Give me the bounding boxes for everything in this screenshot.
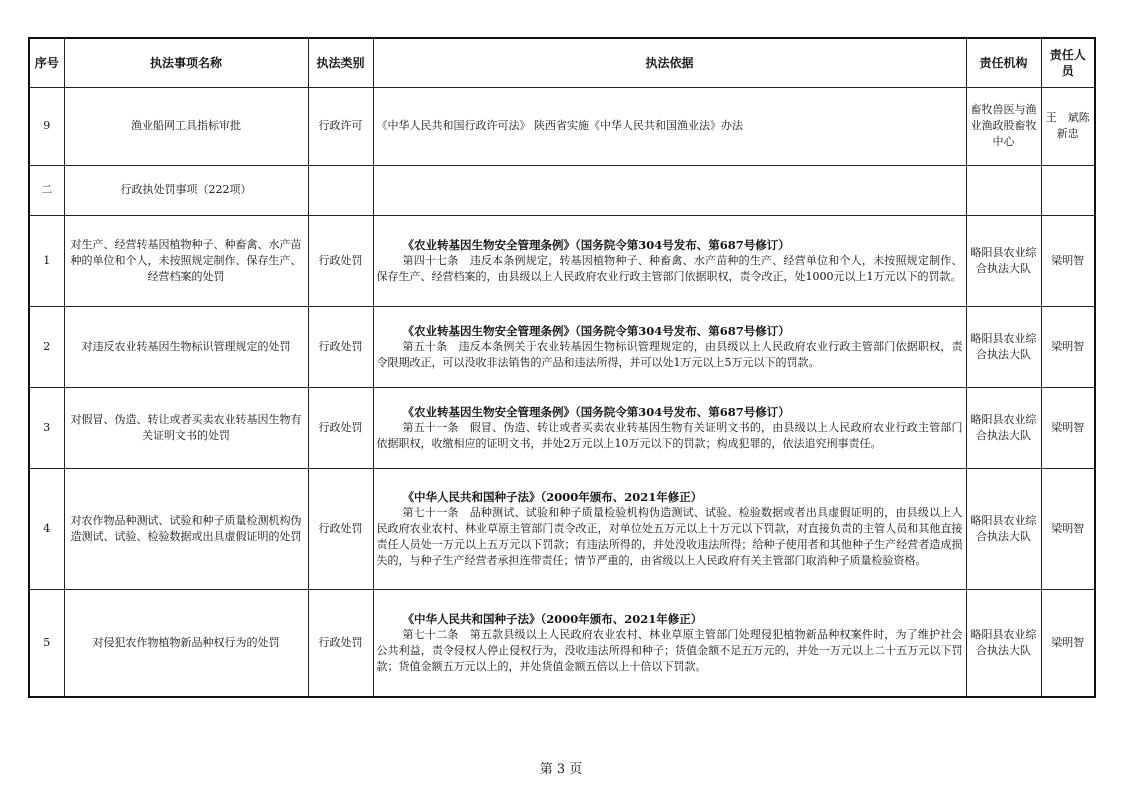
header-seq: 序号	[29, 38, 64, 87]
item-name-cell: 对假冒、伪造、转让或者买卖农业转基因生物有关证明文书的处罚	[64, 387, 308, 468]
basis-cell	[373, 165, 966, 215]
table-row	[29, 306, 1095, 387]
header-person: 责任人员	[1041, 38, 1095, 87]
category-cell: 行政处罚	[308, 387, 373, 468]
item-name-cell: 对违反农业转基因生物标识管理规定的处罚	[64, 306, 308, 387]
law-article: 第五十条 违反本条例关于农业转基因生物标识管理规定的，由县级以上人民政府农业行政主管部门依据职权，责令限期改正，可以没收非法销售的产品和违法所得，并可以处1万元以上5万元以下的罚款。	[376, 339, 963, 369]
seq-cell: 3	[29, 387, 64, 468]
basis-cell	[373, 589, 966, 697]
person-cell: 梁明智	[1041, 306, 1095, 387]
person-cell: 梁明智	[1041, 468, 1095, 589]
org-cell: 略阳县农业综合执法大队	[966, 468, 1041, 589]
basis-cell	[373, 306, 966, 387]
header-name: 执法事项名称	[64, 38, 308, 87]
org-cell: 略阳县农业综合执法大队	[966, 306, 1041, 387]
header-category: 执法类别	[308, 38, 373, 87]
org-cell: 畜牧兽医与渔业渔政股畜牧中心	[966, 87, 1041, 165]
law-article: 第七十二条 第五款县级以上人民政府农业农村、林业草原主管部门处理侵犯植物新品种权案件时，为了维护社会公共利益，责令侵权人停止侵权行为，没收违法所得和种子；货值金额不足五万元的，并处一万元以上二十五万元以下罚款；货值金额五万元以上的，并处货值金额五倍以上十倍以下罚款。	[376, 627, 963, 673]
seq-cell: 5	[29, 589, 64, 697]
basis-cell: 《中华人民共和国行政许可法》 陕西省实施《中华人民共和国渔业法》办法	[373, 87, 966, 165]
section-title-cell: 行政执处罚事项（222项）	[64, 165, 308, 215]
basis-cell	[373, 387, 966, 468]
table-row	[29, 387, 1095, 468]
person-cell: 梁明智	[1041, 215, 1095, 306]
category-cell: 行政处罚	[308, 306, 373, 387]
item-name-cell: 对生产、经营转基因植物种子、种畜禽、水产苗种的单位和个人，未按照规定制作、保存生产、经营档案的处罚	[64, 215, 308, 306]
enforcement-table	[28, 37, 1096, 698]
person-cell	[1041, 165, 1095, 215]
law-article: 第五十一条 假冒、伪造、转让或者买卖农业转基因生物有关证明文书的，由县级以上人民政府农业行政主管部门依据职权，收缴相应的证明文书，并处2万元以上10万元以下的罚款；构成犯罪的，依法追究刑事责任。	[376, 420, 963, 450]
org-cell: 略阳县农业综合执法大队	[966, 589, 1041, 697]
item-name-cell: 对侵犯农作物植物新品种权行为的处罚	[64, 589, 308, 697]
category-cell: 行政处罚	[308, 468, 373, 589]
page-number: 第 3 页	[539, 762, 583, 777]
person-cell: 梁明智	[1041, 589, 1095, 697]
category-cell: 行政处罚	[308, 589, 373, 697]
law-title: 《中华人民共和国种子法》（2000年颁布、2021年修正）	[402, 611, 703, 626]
basis-cell	[373, 215, 966, 306]
item-name-cell: 渔业船网工具指标审批	[64, 87, 308, 165]
law-title: 《农业转基因生物安全管理条例》（国务院令第304号发布、第687号修订）	[402, 404, 790, 419]
table-row	[29, 589, 1095, 697]
seq-cell: 2	[29, 306, 64, 387]
section-row	[29, 165, 1095, 215]
law-title: 《农业转基因生物安全管理条例》（国务院令第304号发布、第687号修订）	[402, 323, 790, 338]
header-org: 责任机构	[966, 38, 1041, 87]
basis-cell	[373, 468, 966, 589]
seq-cell: 1	[29, 215, 64, 306]
law-title: 《农业转基因生物安全管理条例》（国务院令第304号发布、第687号修订）	[402, 237, 790, 252]
seq-cell: 4	[29, 468, 64, 589]
org-cell	[966, 165, 1041, 215]
header-row	[29, 38, 1095, 87]
org-cell: 略阳县农业综合执法大队	[966, 387, 1041, 468]
seq-cell: 二	[29, 165, 64, 215]
table-row	[29, 215, 1095, 306]
law-article: 第七十一条 品种测试、试验和种子质量检验机构伪造测试、试验、检验数据或者出具虚假证明的，由县级以上人民政府农业农村、林业草原主管部门责令改正，对单位处五万元以上十万元以下罚款，对直接负责的主管人员和其他直接责任人员处一万元以上五万元以下罚款；有违法所得的，并处没收违法所得；给种子使用者和其他种子生产经营者造成损失的，与种子生产经营者承担连带责任；情节严重的，由省级以上人民政府有关主管部门取消种子质量检验资格。	[376, 505, 963, 567]
person-cell: 王 斌陈新忠	[1041, 87, 1095, 165]
table-row	[29, 468, 1095, 589]
header-basis: 执法依据	[373, 38, 966, 87]
seq-cell: 9	[29, 87, 64, 165]
law-title: 《中华人民共和国种子法》（2000年颁布、2021年修正）	[402, 489, 703, 504]
table-row	[29, 87, 1095, 165]
law-article: 第四十七条 违反本条例规定，转基因植物种子、种畜禽、水产苗种的生产、经营单位和个人，未按照规定制作、保存生产、经营档案的，由县级以上人民政府农业行政主管部门依据职权，责令改正，处1000元以上1万元以下的罚款。	[376, 253, 963, 283]
category-cell	[308, 165, 373, 215]
org-cell: 略阳县农业综合执法大队	[966, 215, 1041, 306]
category-cell: 行政处罚	[308, 215, 373, 306]
category-cell: 行政许可	[308, 87, 373, 165]
person-cell: 梁明智	[1041, 387, 1095, 468]
item-name-cell: 对农作物品种测试、试验和种子质量检测机构伪造测试、试验、检验数据或出具虚假证明的处罚	[64, 468, 308, 589]
